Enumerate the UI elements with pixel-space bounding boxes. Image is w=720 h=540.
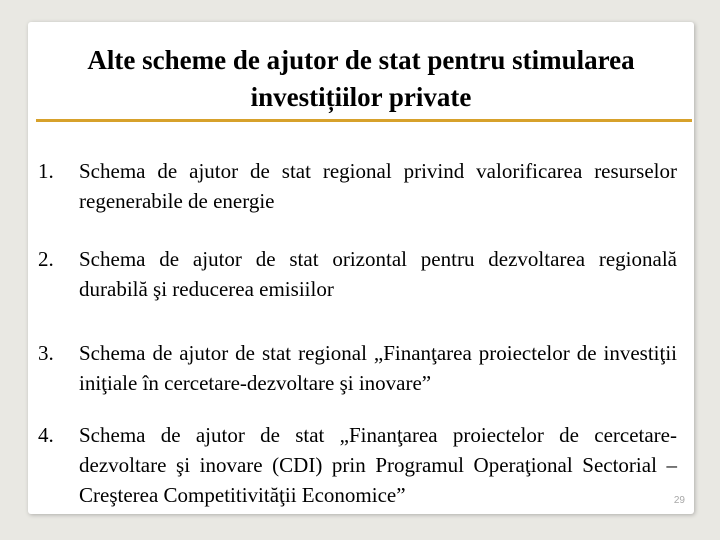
list-item-text: Schema de ajutor de stat „Finanţarea proiectelor de cercetare-dezvoltare şi inovare (CDI) prin Programul Operaţional Sectorial – Creşterea Competitivităţii Economice”: [79, 423, 677, 507]
slide-card: [28, 22, 694, 514]
list-item-text: Schema de ajutor de stat orizontal pentru dezvoltarea regională durabilă şi reducerea emisiilor: [79, 247, 677, 301]
list-item-text: Schema de ajutor de stat regional „Finanţarea proiectelor de investiţii iniţiale în cercetare-dezvoltare şi inovare”: [79, 341, 677, 395]
page-number: 29: [673, 495, 685, 506]
numbered-list: [28, 22, 694, 514]
list-item-number: 1.: [38, 159, 54, 183]
list-item-number: 3.: [38, 341, 54, 365]
list-item-number: 2.: [38, 247, 54, 271]
slide-title-line-1: Alte scheme de ajutor de stat pentru stimularea: [87, 45, 635, 75]
slide-title-line-2: investițiilor private: [250, 82, 472, 112]
list-item-number: 4.: [38, 423, 54, 447]
list-item-text: Schema de ajutor de stat regional privind valorificarea resurselor regenerabile de energie: [79, 159, 677, 213]
